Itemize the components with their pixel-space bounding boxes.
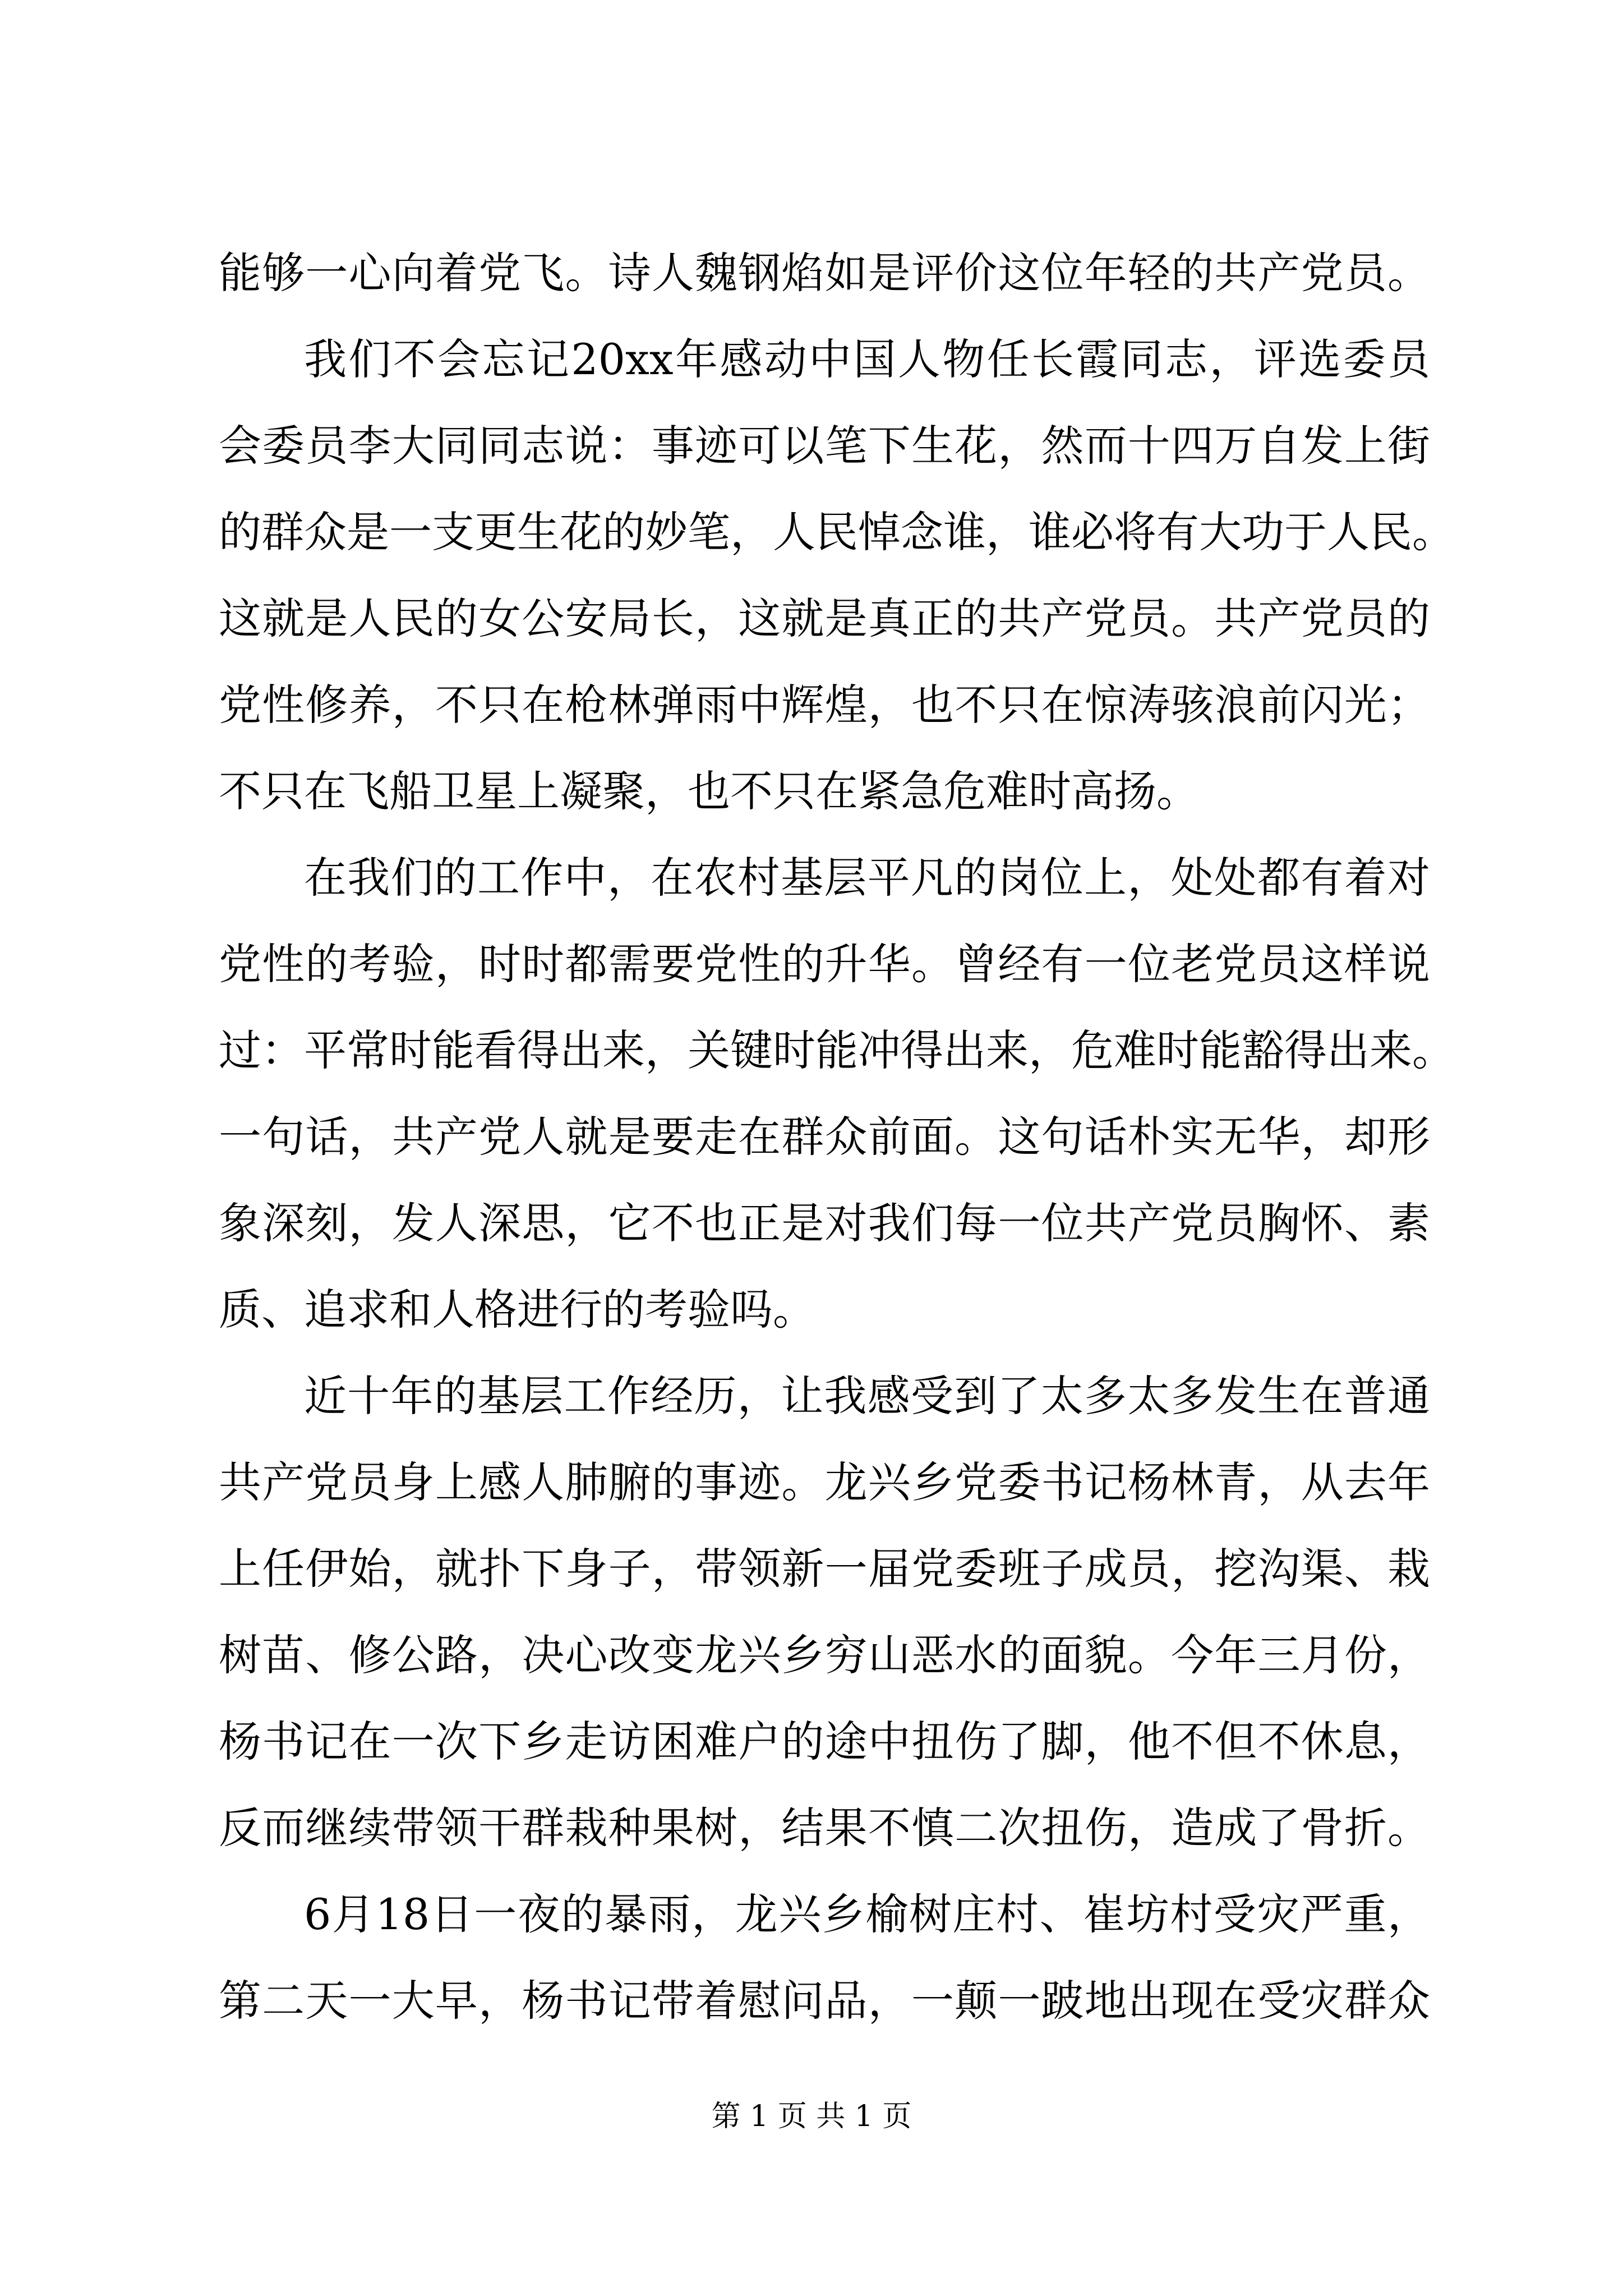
text-line: 近十年的基层工作经历，让我感受到了太多太多发生在普通 bbox=[304, 1371, 1430, 1421]
text-line: 树苗、修公路，决心改变龙兴乡穷山恶水的面貌。今年三月份， bbox=[219, 1630, 1430, 1680]
text-line: 的群众是一支更生花的妙笔，人民悼念谁，谁必将有大功于人民。 bbox=[219, 507, 1455, 557]
document-body bbox=[219, 230, 1455, 2044]
text-line: 会委员李大同同志说：事迹可以笔下生花，然而十四万自发上街 bbox=[219, 421, 1430, 471]
text-line: 在我们的工作中，在农村基层平凡的岗位上，处处都有着对 bbox=[304, 853, 1430, 903]
text-line: 不只在飞船卫星上凝聚，也不只在紧急危难时高扬。 bbox=[219, 766, 1199, 816]
text-line: 我们不会忘记20xx年感动中国人物任长霞同志，评选委员 bbox=[304, 334, 1430, 384]
page-footer: 第 1 页 共 1 页 bbox=[711, 2100, 912, 2133]
text-line: 过：平常时能看得出来，关键时能冲得出来，危难时能豁得出来。 bbox=[219, 1025, 1455, 1075]
text-line: 上任伊始，就扑下身子，带领新一届党委班子成员，挖沟渠、栽 bbox=[219, 1544, 1430, 1594]
text-line: 象深刻，发人深思，它不也正是对我们每一位共产党员胸怀、素 bbox=[219, 1198, 1430, 1248]
text-line: 这就是人民的女公安局长，这就是真正的共产党员。共产党员的 bbox=[219, 593, 1430, 643]
text-line: 6月18日一夜的暴雨，龙兴乡榆树庄村、崔坊村受灾严重， bbox=[304, 1889, 1430, 1939]
text-line: 党性修养，不只在枪林弹雨中辉煌，也不只在惊涛骇浪前闪光； bbox=[219, 680, 1430, 730]
text-line: 共产党员身上感人肺腑的事迹。龙兴乡党委书记杨林青，从去年 bbox=[219, 1457, 1430, 1507]
text-line: 第二天一大早，杨书记带着慰问品，一颠一跛地出现在受灾群众 bbox=[219, 1976, 1430, 2026]
text-line: 一句话，共产党人就是要走在群众前面。这句话朴实无华，却形 bbox=[219, 1112, 1430, 1162]
text-line: 质、追求和人格进行的考验吗。 bbox=[219, 1285, 815, 1335]
text-line: 能够一心向着党飞。诗人魏钢焰如是评价这位年轻的共产党员。 bbox=[219, 248, 1430, 298]
text-line: 党性的考验，时时都需要党性的升华。曾经有一位老党员这样说 bbox=[219, 939, 1430, 989]
text-line: 杨书记在一次下乡走访困难户的途中扭伤了脚，他不但不休息， bbox=[219, 1717, 1430, 1766]
text-line: 反而继续带领干群栽种果树，结果不慎二次扭伤，造成了骨折。 bbox=[219, 1803, 1430, 1853]
